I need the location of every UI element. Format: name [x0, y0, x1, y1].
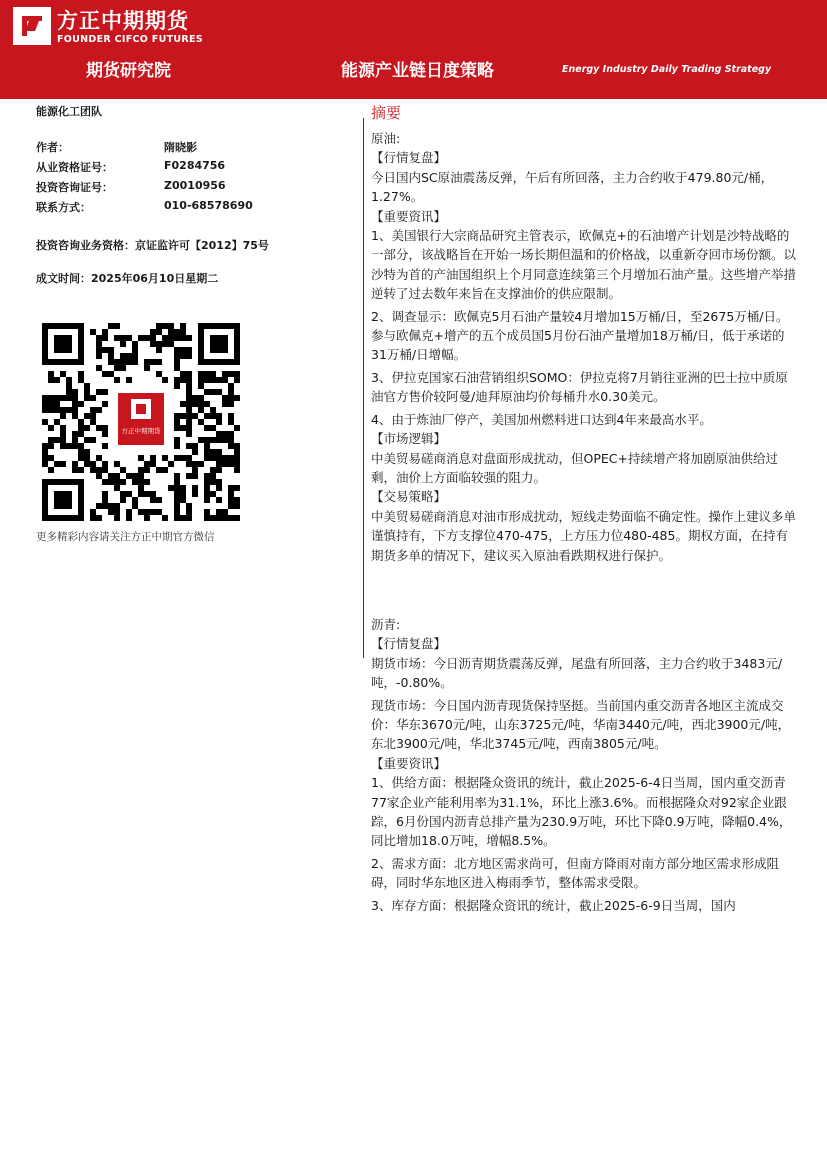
crude-news-3: 3、伊拉克国家石油营销组织SOMO：伊拉克将7月销往亚洲的巴士拉中质原油官方售价较阿曼/迪拜原油均价每桶升水0.30美元。 — [371, 369, 788, 405]
qr-caption: 更多精彩内容请关注方正中期官方微信 — [36, 531, 215, 543]
info-key: 投资咨询证号： — [36, 181, 113, 194]
report-title: 能源产业链日度策略 — [341, 61, 494, 81]
asphalt-news-inventory: 3、库存方面：根据隆众资讯的统计，截止2025-6-9日当周，国内 — [371, 897, 736, 913]
crude-market-review: 今日国内SC原油震荡反弹，午后有所回落，主力合约收于479.80元/桶，1.27%。 — [371, 169, 774, 205]
institute-name: 期货研究院 — [86, 61, 171, 81]
subheading-key-news: 【重要资讯】 — [371, 755, 447, 771]
subheading-key-news: 【重要资讯】 — [371, 208, 447, 224]
asphalt-spot-market: 现货市场：今日国内沥青现货保持坚挺。当前国内重交沥青各地区主流成交价：华东3670元/吨，山东3725元/吨，华南3440元/吨，西北3900元/吨，东北3900元/吨，华北3745元/吨，西南3805元/吨。 — [371, 697, 791, 752]
subheading-market-review: 【行情复盘】 — [371, 150, 447, 166]
subheading-market-logic: 【市场逻辑】 — [371, 431, 447, 447]
report-title-en: Energy Industry Daily Trading Strategy — [562, 64, 772, 75]
info-key: 作者： — [36, 141, 69, 154]
crude-trading-strategy: 中美贸易磋商消息对油市形成扰动，短线走势面临不确定性。操作上建议多单谨慎持有，下方支撑位470-475，上方压力位480-485。期权方面，在持有期货多单的情况下，建议买入原油看跌期权进行保护。 — [371, 508, 797, 563]
info-value: F0284756 — [164, 159, 226, 172]
info-value: Z0010956 — [164, 179, 226, 192]
logo-company-name-en: FOUNDER CIFCO FUTURES — [57, 34, 203, 45]
info-key: 联系方式： — [36, 201, 91, 214]
company-logo-icon — [13, 7, 51, 45]
section-crude-oil: 原油: — [371, 131, 401, 146]
wechat-qr-code — [42, 323, 240, 521]
subheading-trading-strategy: 【交易策略】 — [371, 489, 447, 505]
info-value: 010-68578690 — [164, 199, 253, 212]
crude-news-1: 1、美国银行大宗商品研究主管表示，欧佩克+的石油增产计划是沙特战略的一部分，该战略旨在开始一场长期但温和的价格战，以重新夺回市场份额。以沙特为首的产油国组织上个月同意连续第三个月增加石油产量。这些增产举措逆转了过去数年来旨在支撑油价的供应限制。 — [371, 228, 797, 302]
team-name: 能源化工团队 — [36, 105, 102, 118]
crude-news-4: 4、由于炼油厂停产，美国加州燃料进口达到4年来最高水平。 — [371, 411, 712, 427]
asphalt-news-supply: 1、供给方面：根据隆众资讯的统计，截止2025-6-4日当周，国内重交沥青77家企业产能利用率为31.1%，环比上涨3.6%。而根据隆众对92家企业跟踪，6月份国内沥青总排产量为230.9万吨，环比下降0.9万吨，降幅0.4%，同比增加18.0万吨，增幅8.5%。 — [371, 775, 792, 849]
subheading-market-review: 【行情复盘】 — [371, 636, 447, 652]
info-key: 从业资格证号： — [36, 161, 113, 174]
asphalt-news-demand: 2、需求方面：北方地区需求尚可，但南方降雨对南方部分地区需求形成阻碍，同时华东地区进入梅雨季节，整体需求受限。 — [371, 855, 779, 891]
summary-heading: 摘要 — [371, 104, 402, 122]
qualification: 投资咨询业务资格：京证监许可【2012】75号 — [36, 239, 269, 252]
crude-market-logic: 中美贸易磋商消息对盘面形成扰动，但OPEC+持续增产将加剧原油供给过剩，油价上方面临较强的阻力。 — [371, 450, 778, 485]
report-header — [0, 0, 827, 99]
qr-center-label: 方正中期期货 — [121, 427, 161, 435]
crude-news-2: 2、调查显示：欧佩克5月石油产量较4月增加15万桶/日，至2675万桶/日。参与欧佩克+增产的五个成员国5月份石油产量增加18万桶/日，低于承诺的31万桶/日增幅。 — [371, 308, 789, 363]
report-date: 成文时间：2025年06月10日星期二 — [36, 272, 219, 285]
asphalt-futures-market: 期货市场：今日沥青期货震荡反弹，尾盘有所回落，主力合约收于3483元/吨，-0.80%。 — [371, 655, 783, 691]
logo-company-name: 方正中期期货 — [57, 9, 189, 33]
info-value: 隋晓影 — [164, 141, 197, 154]
summary-section — [371, 102, 796, 915]
column-divider — [363, 118, 364, 658]
section-asphalt: 沥青: — [371, 616, 401, 632]
